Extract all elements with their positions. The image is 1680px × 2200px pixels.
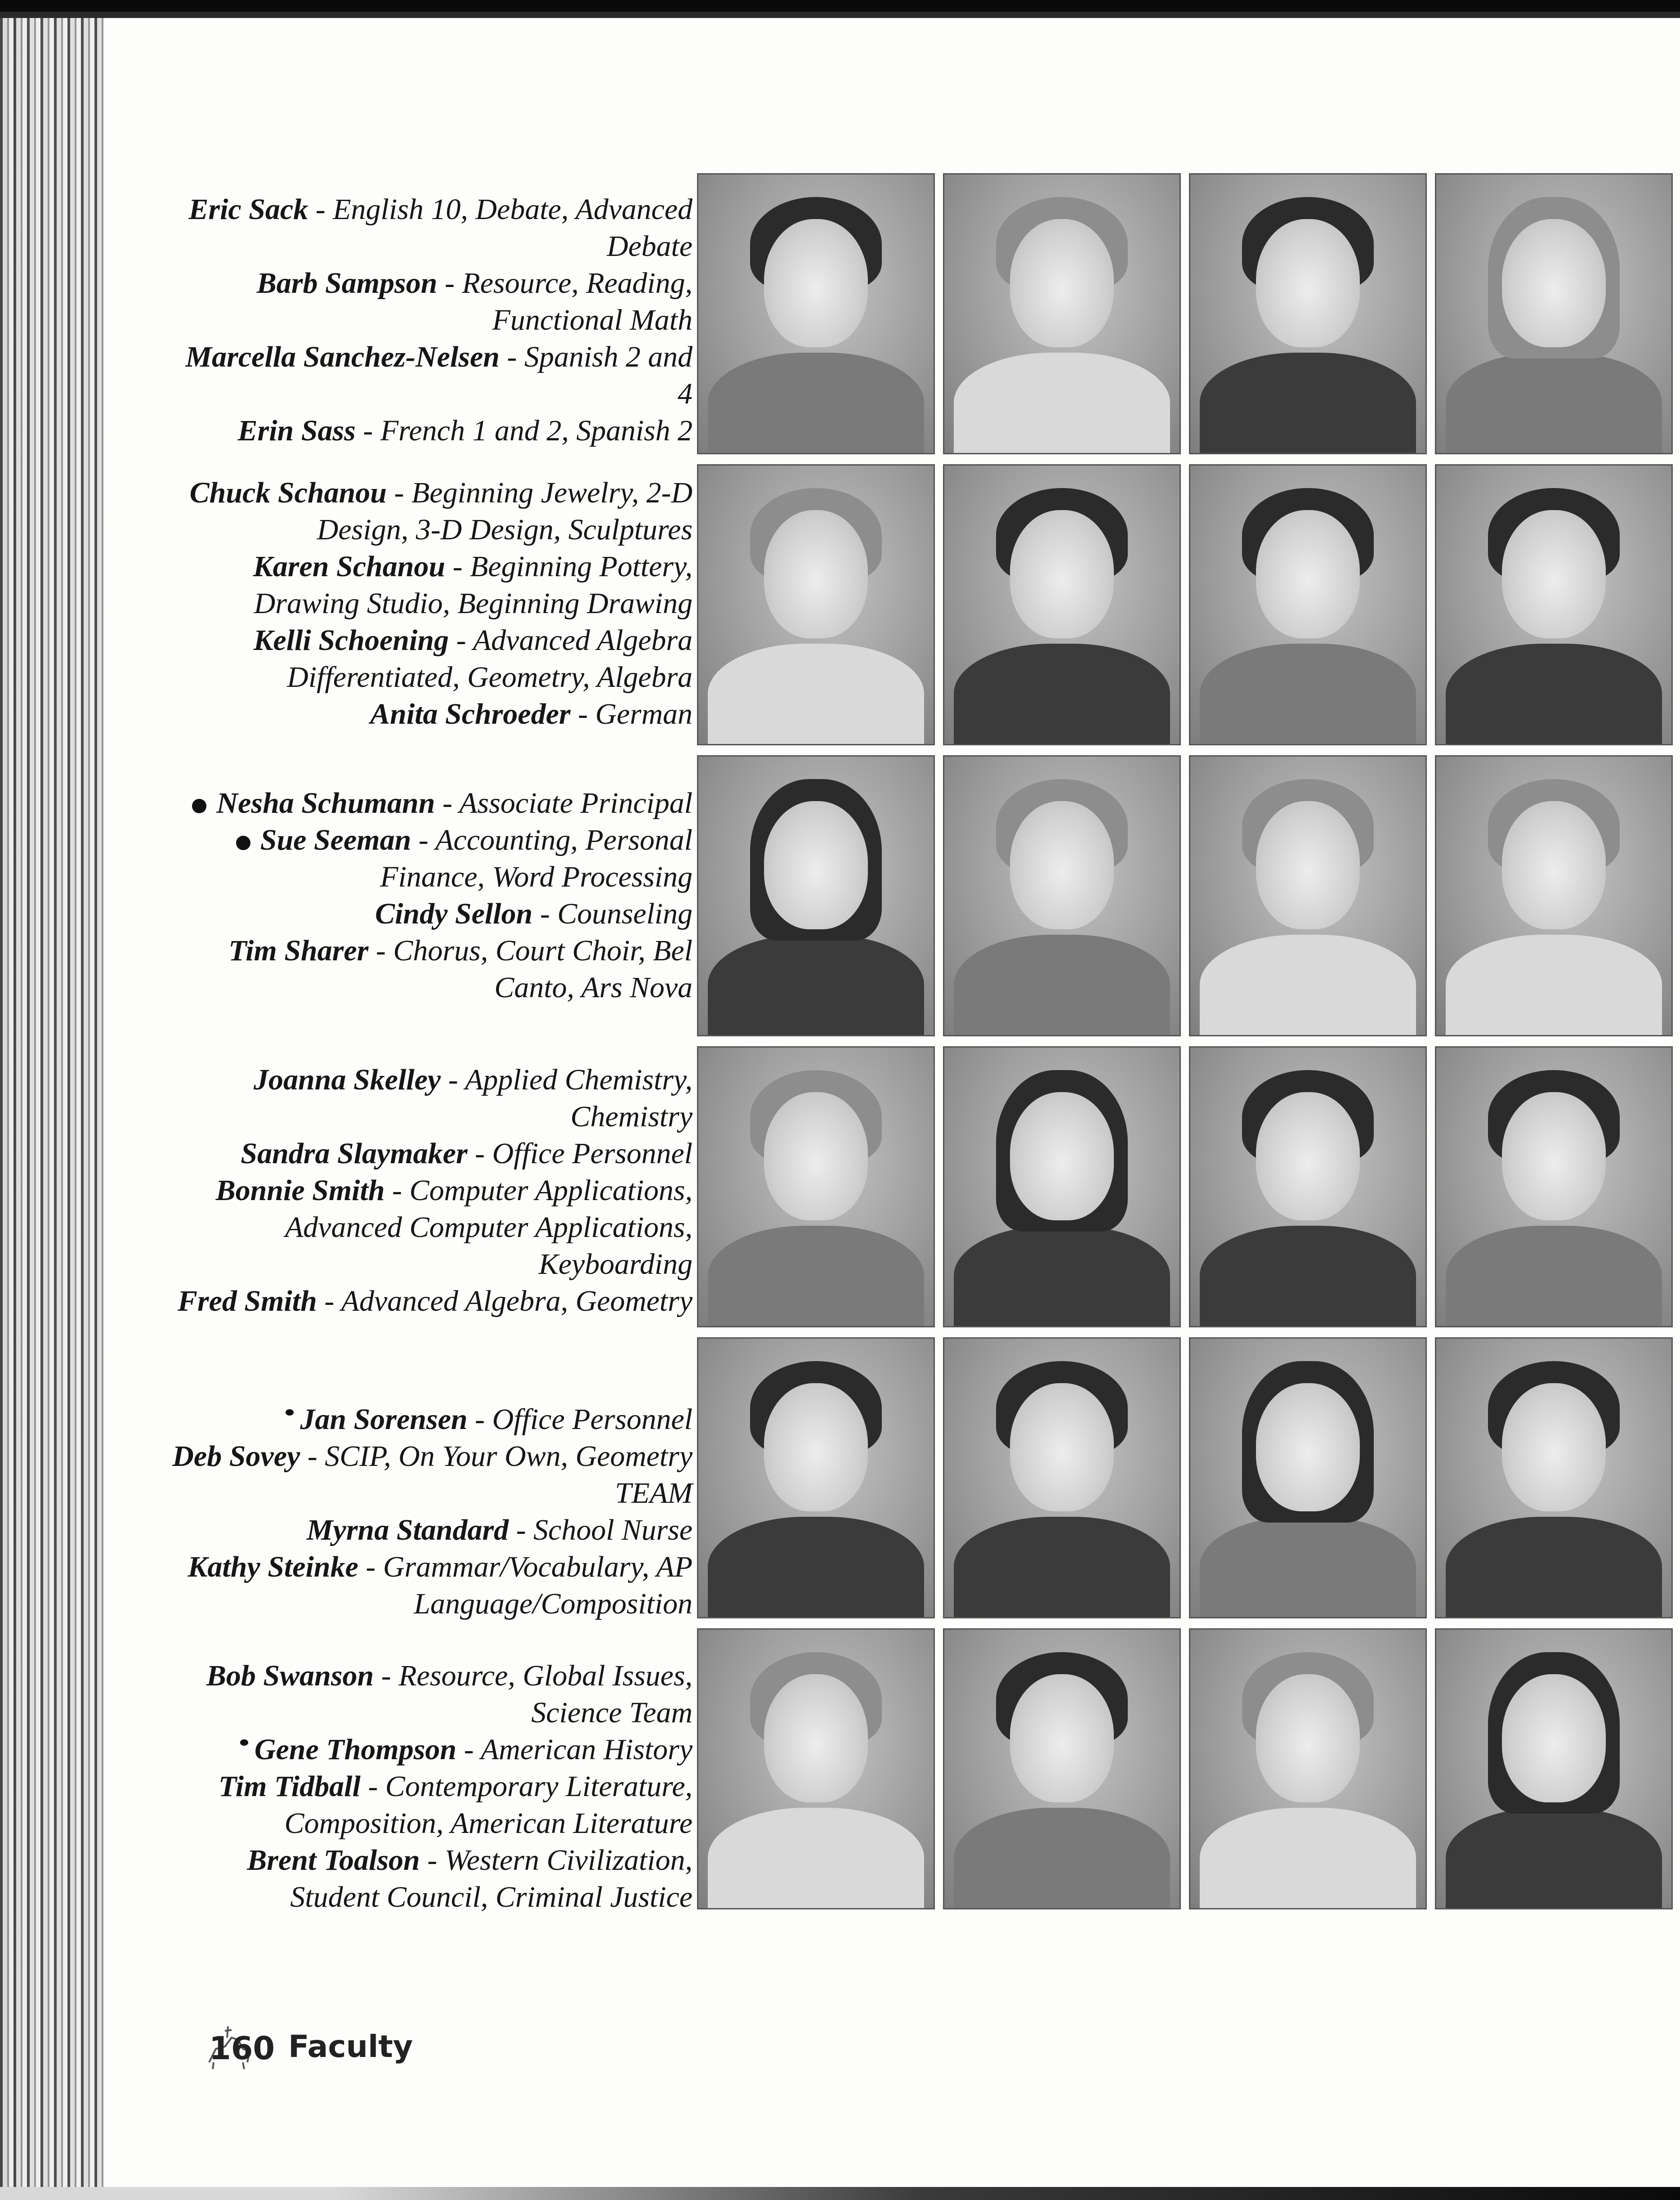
caption-entry: Jan Sorensen - Office Personnel — [171, 1401, 693, 1438]
portrait-face — [1256, 801, 1359, 929]
page-footer — [200, 2022, 413, 2071]
caption-entry: Deb Sovey - SCIP, On Your Own, Geometry TEAM — [172, 1440, 693, 1510]
portrait-face — [764, 510, 867, 638]
faculty-portrait — [697, 1337, 935, 1618]
faculty-portrait — [943, 1628, 1181, 1909]
caption-entry: Eric Sack - English 10, Debate, Advanced Debate — [188, 193, 693, 263]
faculty-portrait — [1435, 1337, 1673, 1618]
portrait-shoulders — [954, 644, 1170, 745]
portrait-face — [1010, 510, 1113, 638]
caption-entry: Nesha Schumann - Associate Principal — [171, 785, 693, 822]
caption-entry: Cindy Sellon - Counseling — [375, 897, 693, 930]
faculty-portrait — [697, 464, 935, 745]
bullet-dot-icon — [240, 1739, 248, 1746]
caption-entry: Kelli Schoening - Advanced Algebra Differentiated, Geometry, Algebra — [253, 624, 693, 694]
faculty-portrait — [943, 1046, 1181, 1327]
caption-entry: Bonnie Smith - Computer Applications, Advanced Computer Applications, Keyboarding — [215, 1174, 693, 1281]
portrait-shoulders — [1446, 935, 1662, 1036]
portrait-face — [1502, 801, 1605, 929]
portrait-face — [764, 219, 867, 347]
portrait-face — [1502, 1674, 1605, 1802]
scan-bottom-edge — [0, 2187, 1680, 2200]
portrait-face — [1256, 1092, 1359, 1220]
portrait-shoulders — [1200, 1808, 1416, 1909]
portrait-shoulders — [1446, 1808, 1662, 1909]
caption-entry: Marcella Sanchez-Nelsen - Spanish 2 and 4 — [185, 341, 693, 410]
caption-entry: Gene Thompson - American History — [171, 1731, 693, 1768]
portrait-face — [764, 1092, 867, 1220]
portrait-shoulders — [1200, 935, 1416, 1036]
portrait-shoulders — [954, 1517, 1170, 1618]
portrait-shoulders — [708, 353, 924, 454]
faculty-portrait — [1189, 1337, 1427, 1618]
caption-block-6 — [171, 1658, 693, 1916]
portrait-face — [1010, 801, 1113, 929]
portrait-face — [1010, 1383, 1113, 1511]
faculty-portrait — [697, 1046, 935, 1327]
caption-block-2 — [171, 475, 693, 733]
faculty-portrait — [1435, 1628, 1673, 1909]
caption-entry: Fred Smith - Advanced Algebra, Geometry — [177, 1285, 693, 1317]
caption-entry: Sue Seeman - Accounting, Personal Finance, Word Processing — [171, 822, 693, 896]
caption-entry: Sandra Slaymaker - Office Personnel — [241, 1137, 693, 1170]
portrait-shoulders — [954, 935, 1170, 1036]
portrait-shoulders — [708, 644, 924, 745]
caption-entry: Tim Tidball - Contemporary Literature, Composition, American Literature — [218, 1770, 693, 1840]
book-spine-edge — [0, 0, 103, 2200]
portrait-face — [1010, 1092, 1113, 1220]
portrait-shoulders — [708, 1808, 924, 1909]
page-number: 160 — [209, 2030, 275, 2067]
portrait-shoulders — [1200, 353, 1416, 454]
faculty-portrait — [1435, 1046, 1673, 1327]
faculty-portrait — [1189, 173, 1427, 454]
caption-entry: Joanna Skelley - Applied Chemistry, Chemistry — [254, 1063, 693, 1133]
faculty-portrait — [1435, 755, 1673, 1036]
portrait-shoulders — [708, 1517, 924, 1618]
portrait-shoulders — [954, 1226, 1170, 1327]
portrait-shoulders — [1446, 1517, 1662, 1618]
bullet-dot-icon — [286, 1409, 294, 1416]
faculty-portrait — [1435, 464, 1673, 745]
portrait-shoulders — [1446, 644, 1662, 745]
faculty-portrait — [697, 1628, 935, 1909]
caption-block-5 — [171, 1401, 693, 1622]
caption-entry: Tim Sharer - Chorus, Court Choir, Bel Canto, Ars Nova — [228, 934, 693, 1004]
caption-block-3 — [171, 785, 693, 1006]
caption-entry: Chuck Schanou - Beginning Jewelry, 2-D Design, 3-D Design, Sculptures — [189, 476, 693, 546]
portrait-face — [1256, 1674, 1359, 1802]
faculty-photo-grid — [697, 173, 1673, 1909]
portrait-face — [1502, 1092, 1605, 1220]
portrait-face — [1256, 510, 1359, 638]
caption-entry: Anita Schroeder - German — [370, 698, 693, 730]
faculty-portrait — [697, 173, 935, 454]
bullet-dot-icon — [192, 799, 206, 813]
faculty-portrait — [1189, 755, 1427, 1036]
faculty-portrait — [1189, 1046, 1427, 1327]
caption-entry: Myrna Standard - School Nurse — [306, 1514, 693, 1546]
faculty-portrait — [1189, 464, 1427, 745]
faculty-portrait — [943, 173, 1181, 454]
caption-block-4 — [171, 1062, 693, 1320]
portrait-face — [1502, 1383, 1605, 1511]
portrait-face — [764, 801, 867, 929]
knight-on-horse-icon — [200, 2022, 275, 2071]
portrait-shoulders — [954, 1808, 1170, 1909]
portrait-face — [1256, 1383, 1359, 1511]
caption-entry: Bob Swanson - Resource, Global Issues, Science Team — [206, 1659, 693, 1729]
caption-entry: Erin Sass - French 1 and 2, Spanish 2 — [237, 414, 693, 447]
portrait-shoulders — [1200, 644, 1416, 745]
section-label: Faculty — [288, 2029, 413, 2065]
caption-block-1 — [171, 191, 693, 449]
portrait-face — [1010, 1674, 1113, 1802]
faculty-portrait — [943, 464, 1181, 745]
portrait-face — [1502, 219, 1605, 347]
portrait-face — [1256, 219, 1359, 347]
portrait-shoulders — [708, 935, 924, 1036]
portrait-shoulders — [954, 353, 1170, 454]
caption-entry: Kathy Steinke - Grammar/Vocabulary, AP Language/Composition — [188, 1550, 693, 1620]
portrait-shoulders — [1446, 353, 1662, 454]
scan-top-edge — [0, 0, 1680, 18]
caption-entry: Barb Sampson - Resource, Reading, Functional Math — [256, 267, 693, 336]
portrait-shoulders — [708, 1226, 924, 1327]
faculty-portrait — [697, 755, 935, 1036]
bullet-dot-icon — [236, 836, 250, 850]
faculty-portrait — [943, 1337, 1181, 1618]
caption-entry: Karen Schanou - Beginning Pottery, Drawing Studio, Beginning Drawing — [253, 550, 693, 620]
caption-entry: Brent Toalson - Western Civilization, Student Council, Criminal Justice — [247, 1844, 693, 1913]
portrait-shoulders — [1446, 1226, 1662, 1327]
faculty-portrait — [943, 755, 1181, 1036]
portrait-face — [764, 1674, 867, 1802]
faculty-portrait — [1189, 1628, 1427, 1909]
faculty-portrait — [1435, 173, 1673, 454]
portrait-face — [1010, 219, 1113, 347]
portrait-shoulders — [1200, 1226, 1416, 1327]
portrait-shoulders — [1200, 1517, 1416, 1618]
portrait-face — [764, 1383, 867, 1511]
portrait-face — [1502, 510, 1605, 638]
